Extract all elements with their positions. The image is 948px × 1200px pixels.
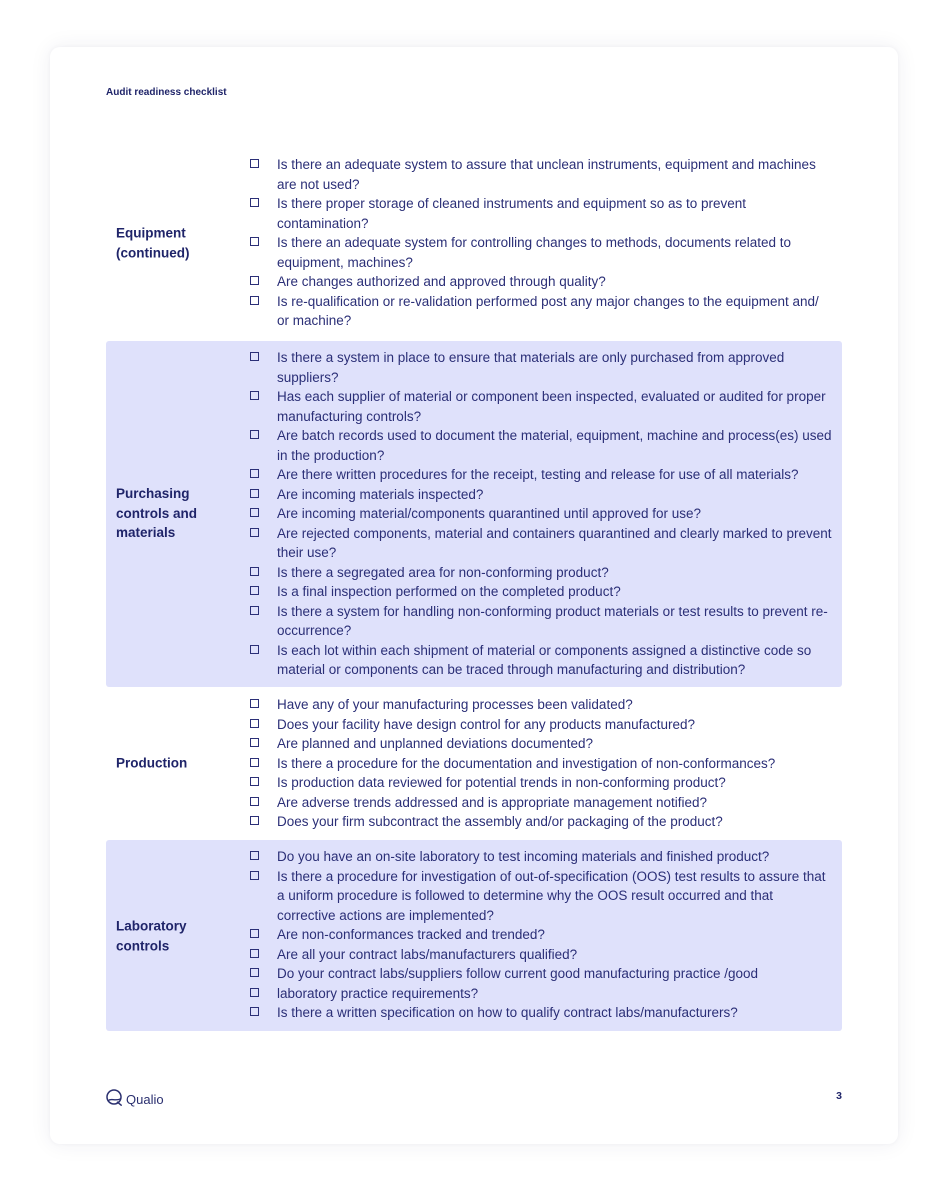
item-text: Are changes authorized and approved through quality? (277, 274, 606, 289)
document-title: Audit readiness checklist (106, 87, 227, 98)
checklist-item (250, 847, 832, 867)
section-equipment (106, 148, 842, 341)
checkbox[interactable] (250, 276, 259, 285)
checklist-item (250, 465, 832, 485)
checklist-item (250, 925, 832, 945)
checkbox[interactable] (250, 528, 259, 537)
checklist-item (250, 602, 832, 641)
qualio-logo (105, 1088, 164, 1111)
item-text: Is each lot within each shipment of material or components assigned a distinctive code so material or components can be traced through manufacturing and distribution? (277, 642, 812, 677)
checklist-item (250, 867, 832, 926)
checkbox[interactable] (250, 758, 259, 767)
item-text: laboratory practice requirements? (277, 985, 479, 1001)
checklist-item (250, 734, 832, 754)
section-purchasing (106, 341, 842, 687)
checkbox[interactable] (250, 929, 259, 938)
item-text: Is a final inspection performed on the completed product? (277, 584, 621, 599)
checklist-item (250, 641, 832, 680)
checklist-item (250, 155, 832, 194)
section-laboratory (106, 840, 842, 1031)
checkbox[interactable] (250, 988, 259, 997)
qualio-q-icon (105, 1088, 123, 1111)
checkbox[interactable] (250, 738, 259, 747)
checkbox[interactable] (250, 777, 259, 786)
checklist-item (250, 524, 832, 563)
checklist-item (250, 945, 832, 965)
checklist (250, 695, 832, 832)
checklist-item (250, 292, 832, 331)
section-label: Equipment (continued) (116, 225, 190, 260)
checklist-item (250, 984, 832, 1004)
checklist-item (250, 754, 832, 774)
item-text: Is there a system in place to ensure that materials are only purchased from approved suppliers? (277, 350, 785, 385)
checkbox[interactable] (250, 699, 259, 708)
checklist-item (250, 773, 832, 793)
section-label: Production (116, 755, 188, 771)
section-label: Purchasing controls and materials (116, 485, 198, 540)
checklist-item (250, 504, 832, 524)
item-text: Is there a written specification on how to qualify contract labs/manufacturers? (277, 1005, 738, 1020)
item-text: Are planned and unplanned deviations documented? (277, 736, 593, 751)
checkbox[interactable] (250, 489, 259, 498)
item-text: Are non-conformances tracked and trended? (277, 927, 545, 942)
item-text: Are adverse trends addressed and is appropriate management notified? (277, 794, 708, 810)
document-page (50, 47, 898, 1144)
item-text: Do you have an on-site laboratory to test incoming materials and finished product? (277, 849, 770, 864)
item-text: Are batch records used to document the material, equipment, machine and process(es) used in the production? (277, 428, 832, 463)
item-text: Is re-qualification or re-validation performed post any major changes to the equipment and/ or machine? (277, 293, 819, 328)
checkbox[interactable] (250, 645, 259, 654)
item-text: Is there a system for handling non-conforming product materials or test results to prevent re-occurrence? (277, 603, 828, 638)
checklist (250, 155, 832, 331)
checklist-item (250, 812, 832, 832)
checklist-item (250, 793, 832, 813)
checklist-item (250, 233, 832, 272)
item-text: Have any of your manufacturing processes been validated? (277, 697, 633, 712)
checkbox[interactable] (250, 968, 259, 977)
brand-name: Qualio (126, 1092, 164, 1107)
checkbox[interactable] (250, 871, 259, 880)
checklist-item (250, 695, 832, 715)
checklist-item (250, 387, 832, 426)
page-number: 3 (836, 1090, 842, 1102)
checklist-item (250, 485, 832, 505)
item-text: Is there a procedure for the documentation and investigation of non-conformances? (277, 755, 776, 771)
item-text: Are rejected components, material and containers quarantined and clearly marked to prevent their use? (277, 525, 832, 560)
section-production (106, 687, 842, 840)
checkbox[interactable] (250, 237, 259, 246)
checkbox[interactable] (250, 430, 259, 439)
item-text: Is there proper storage of cleaned instruments and equipment so as to prevent contamination? (277, 196, 747, 231)
checkbox[interactable] (250, 851, 259, 860)
item-text: Is there a segregated area for non-conforming product? (277, 564, 609, 580)
checklist-item (250, 964, 832, 984)
item-text: Do your contract labs/suppliers follow current good manufacturing practice /good (277, 966, 759, 981)
checklist (250, 847, 832, 1023)
checkbox[interactable] (250, 198, 259, 207)
checkbox[interactable] (250, 797, 259, 806)
checkbox[interactable] (250, 719, 259, 728)
checkbox[interactable] (250, 816, 259, 825)
checkbox[interactable] (250, 1007, 259, 1016)
checkbox[interactable] (250, 567, 259, 576)
checkbox[interactable] (250, 586, 259, 595)
checkbox[interactable] (250, 606, 259, 615)
item-text: Is there a procedure for investigation of out-of-specification (OOS) test results to assure that a uniform procedure is followed to determine why the OOS result occurred and that corrective actions are implemented? (277, 868, 826, 923)
checklist-item (250, 715, 832, 735)
item-text: Is production data reviewed for potential trends in non-conforming product? (277, 775, 726, 790)
item-text: Does your facility have design control for any products manufactured? (277, 716, 695, 732)
item-text: Is there an adequate system to assure that unclean instruments, equipment and machines are not used? (277, 157, 816, 192)
checklist-item (250, 582, 832, 602)
checkbox[interactable] (250, 508, 259, 517)
item-text: Are incoming material/components quarantined until approved for use? (277, 506, 701, 521)
checklist-item (250, 194, 832, 233)
item-text: Is there an adequate system for controlling changes to methods, documents related to equipment, machines? (277, 235, 792, 270)
checkbox[interactable] (250, 352, 259, 361)
item-text: Does your firm subcontract the assembly and/or packaging of the product? (277, 814, 723, 829)
checkbox[interactable] (250, 159, 259, 168)
item-text: Are there written procedures for the receipt, testing and release for use of all materials? (277, 467, 799, 482)
section-label: Laboratory controls (116, 918, 187, 953)
item-text: Are incoming materials inspected? (277, 486, 484, 502)
checkbox[interactable] (250, 391, 259, 400)
checkbox[interactable] (250, 296, 259, 305)
checklist (250, 348, 832, 680)
item-text: Are all your contract labs/manufacturers qualified? (277, 946, 578, 962)
checklist-item (250, 1003, 832, 1023)
checkbox[interactable] (250, 949, 259, 958)
checkbox[interactable] (250, 469, 259, 478)
checklist-item (250, 348, 832, 387)
checklist-item (250, 272, 832, 292)
item-text: Has each supplier of material or component been inspected, evaluated or audited for proper manufacturing controls? (277, 389, 826, 424)
checklist-item (250, 426, 832, 465)
checklist-item (250, 563, 832, 583)
